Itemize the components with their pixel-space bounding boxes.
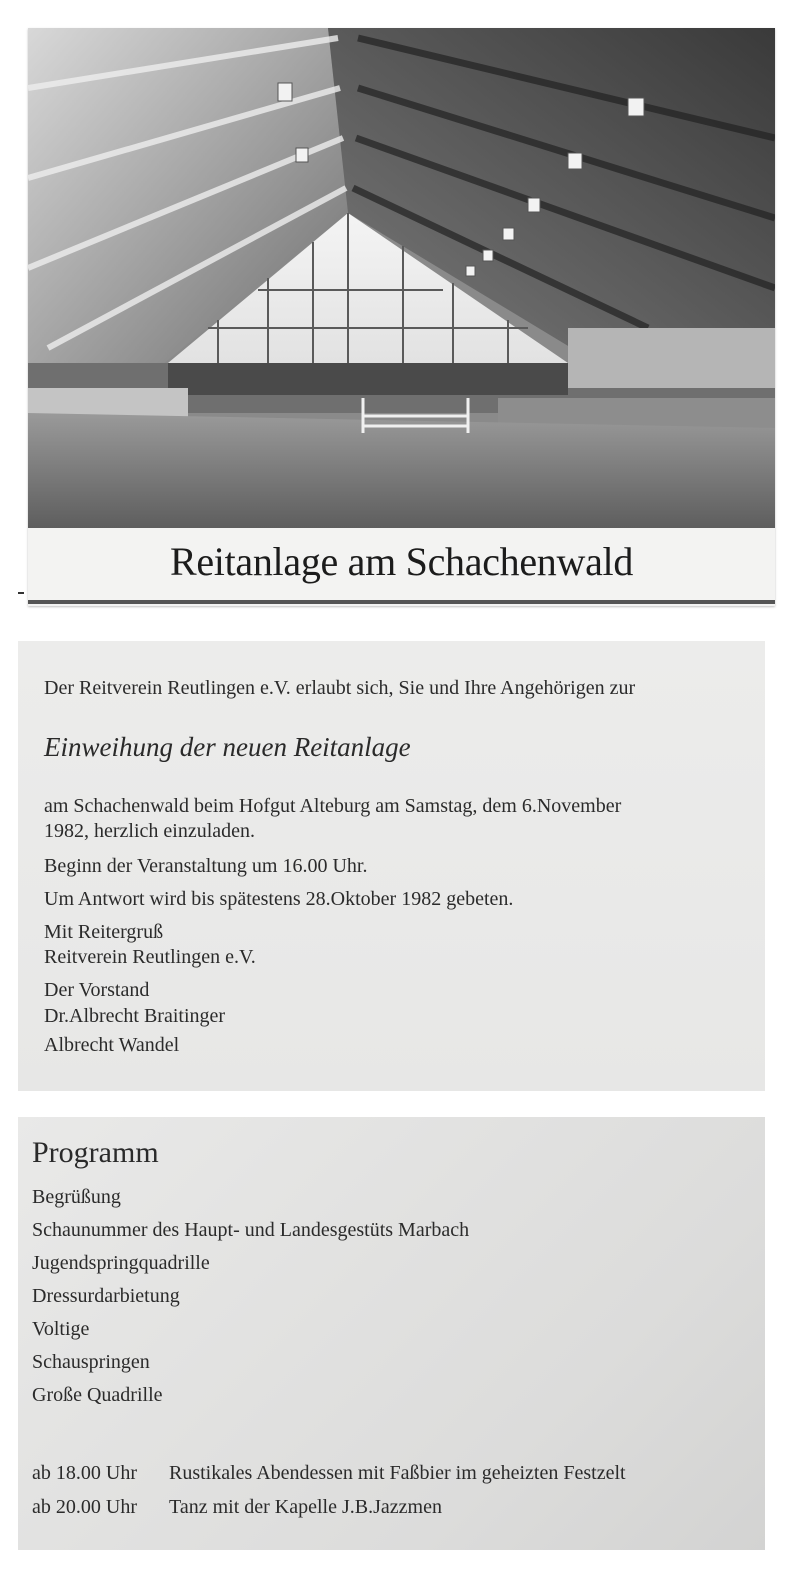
program-item: Voltige <box>32 1318 90 1340</box>
card-edge <box>28 600 775 604</box>
invitation-club: Reitverein Reutlingen e.V. <box>44 946 256 968</box>
program-item: Dressurdarbietung <box>32 1285 180 1307</box>
photo-card <box>28 28 775 606</box>
program-item: Große Quadrille <box>32 1384 163 1406</box>
invitation-location-line1: am Schachenwald beim Hofgut Alteburg am Samstag, dem 6.November <box>44 795 622 817</box>
evening-description: Rustikales Abendessen mit Faßbier im geheizten Festzelt <box>169 1462 626 1484</box>
evening-description: Tanz mit der Kapelle J.B.Jazzmen <box>169 1496 442 1518</box>
evening-time: ab 18.00 Uhr <box>32 1462 137 1484</box>
evening-time: ab 20.00 Uhr <box>32 1496 137 1518</box>
program-item: Begrüßung <box>32 1186 121 1208</box>
program-item: Schaunummer des Haupt- und Landesgestüts Marbach <box>32 1219 470 1241</box>
invitation-heading: Einweihung der neuen Reitanlage <box>44 732 411 762</box>
invitation-card <box>18 641 765 1091</box>
invitation-greeting: Mit Reitergruß <box>44 921 164 943</box>
edge-mark <box>18 592 24 594</box>
photo-caption: Reitanlage am Schachenwald <box>169 539 634 584</box>
program-item: Schauspringen <box>32 1351 150 1373</box>
riding-hall-photo <box>28 28 775 528</box>
program-item: Jugendspringquadrille <box>32 1252 210 1274</box>
riding-hall-illustration <box>28 28 775 528</box>
program-card <box>18 1117 765 1550</box>
invitation-signer-1: Dr.Albrecht Braitinger <box>44 1005 226 1027</box>
invitation-rsvp: Um Antwort wird bis spätestens 28.Oktober 1982 gebeten. <box>44 888 514 910</box>
invitation-board: Der Vorstand <box>44 979 150 1001</box>
invitation-signer-2: Albrecht Wandel <box>44 1034 180 1056</box>
program-title: Programm <box>32 1136 159 1169</box>
invitation-intro: Der Reitverein Reutlingen e.V. erlaubt sich, Sie und Ihre Angehörigen zur <box>44 677 636 699</box>
invitation-start-time: Beginn der Veranstaltung um 16.00 Uhr. <box>44 855 368 877</box>
invitation-location-line2: 1982, herzlich einzuladen. <box>44 820 256 842</box>
